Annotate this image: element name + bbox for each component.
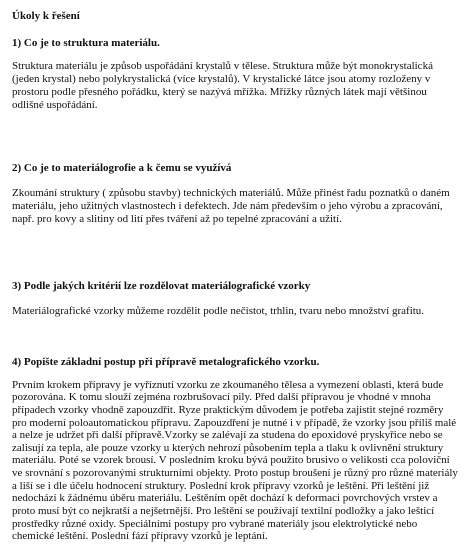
section-1 [12,37,458,112]
section-heading: 3) Podle jakých kritérií lze rozdělovat materiálografické vzorky [12,279,311,292]
section-3 [12,280,458,318]
document-page [12,10,458,543]
document-title: Úkoly k řešení [12,10,80,22]
section-heading: 2) Co je to materiálogrofie a k čemu se využívá [12,161,232,174]
section-paragraph: Struktura materiálu je způsob uspořádání krystalů v tělese. Struktura může být monokrystalická (jeden krystal) nebo polykrystalická (více krystalů). V krystalické látce jsou atomy rozloženy v prostoru podle přesného pořádku, který se nazývá mřížka. Mřížky různých látek mají většinou odlišné uspořádání. [12,59,433,111]
section-paragraph: Zkoumání struktury ( způsobu stavby) technických materiálů. Může přinést řadu poznatků o daném materiálu, jeho užitných vlastnostech i defektech. Jde nám především o jeho výrobu a zpracování, např. pro kovy a slitiny od lití přes tváření až po tepelné zpracování a užití. [12,186,450,225]
section-heading: 4) Popište základní postup při přípravě metalografického vzorku. [12,355,320,368]
section-4 [12,356,458,543]
section-paragraph: Prvním krokem přípravy je vyříznutí vzorku ze zkoumaného tělesa a vymezení oblasti, která bude pozorována. K tomu slouží zejména rozbrušovací pily. Před další přípravou je vhodné v mnoha případech vzorky vhodně zapouzdřit. Ryze praktickým důvodem je potřeba zajistit stejné rozměry pro moderní poloautomatickou přípravu. Zapouzdření je nutné i v případě, že vzorky jsou příliš malé a nelze je udržet při další přípravě.Vzorky se zalévají za studena do epoxidové pryskyřice nebo se zalisují za tepla, ale pouze vzorky u kterých nehrozí působením tepla a tlaku k ovlivnění struktury materiálu. Poté se vzorek brousí. V posledním kroku bývá použito brusivo o velikosti cca poloviční ve srovnání s pozorovanými strukturními objekty. Proto postup broušení je různý pro různé materiály a liší se i dle účelu hodnocení struktury. Poslední krok přípravy vzorků je leštění. Při leštění již nedochází k žádnému úběru materiálu. Leštěním opět dochází k deformaci povrchových vrstev a proto musí být co nejkratší a nejšetrnější. Pro leštění se používají textilní podložky a jako lešticí prostředky různé oxidy. Speciálními postupy pro vybrané materiály jsou elektrolytické nebo chemické leštění. Poslední fází přípravy vzorků je leptání. [12,378,458,543]
section-heading: 1) Co je to struktura materiálu. [12,36,160,49]
section-paragraph: Materiálografické vzorky můžeme rozdělit podle nečistot, trhlin, tvaru nebo množství grafitu. [12,304,425,317]
section-2 [12,162,458,226]
